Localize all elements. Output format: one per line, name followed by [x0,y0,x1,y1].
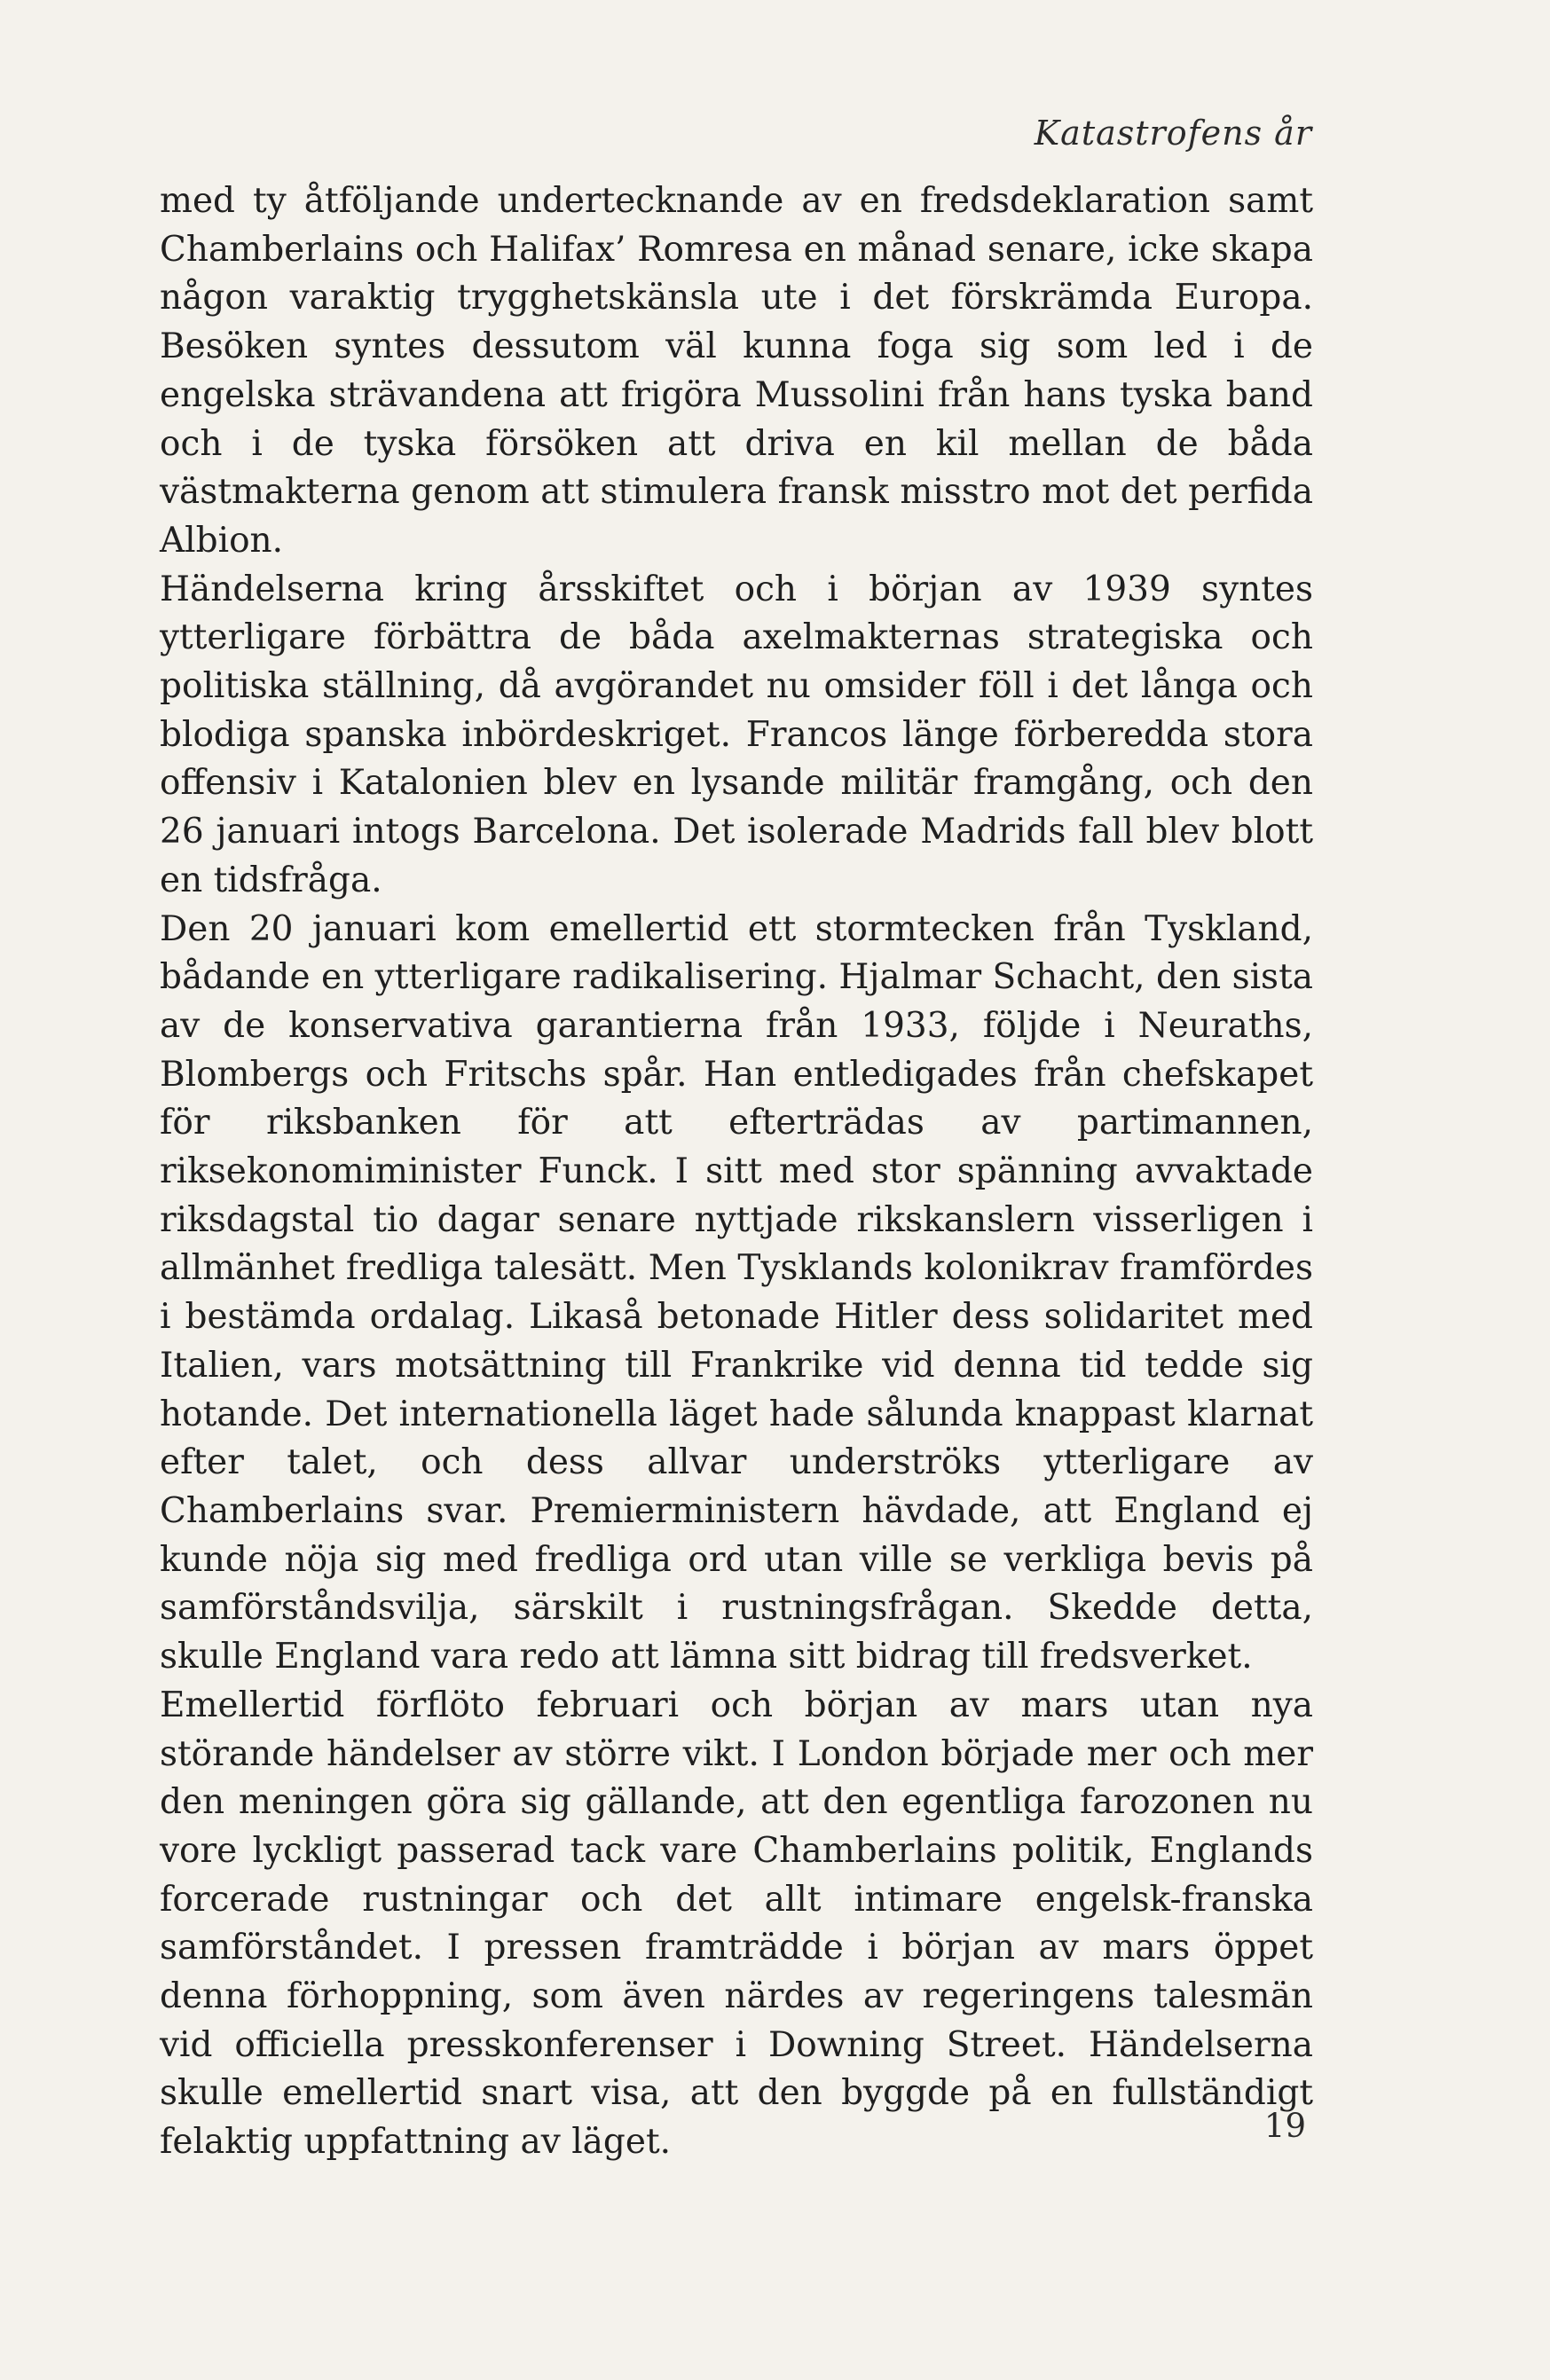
paragraph-2: Händelserna kring årsskiftet och i början av 1939 syntes ytterligare förbättra de båda axelmakternas strategiska och politiska ställning, då avgörandet nu omsider föll i det långa och blodiga spanska inbördeskriget. Francos länge förberedda stora offensiv i Katalonien blev en lysande militär framgång, och den 26 januari intogs Barcelona. Det isolerade Madrids fall blev blott en tidsfråga. [160,569,1313,900]
paragraph-4: Emellertid förflöto februari och början av mars utan nya störande händelser av större vikt. I London började mer och mer den meningen göra sig gällande, att den egentliga farozonen nu vore lyckligt passerad tack vare Chamberlains politik, Englands forcerade rustningar och det allt intimare engelsk-franska samförståndet. I pressen framträdde i början av mars öppet denna förhoppning, som även närdes av regeringens talesmän vid officiella presskonferenser i Downing Street. Händelserna skulle emellertid snart visa, att den byggde på en fullständigt felaktig uppfattning av läget. [160,1685,1313,2163]
page-number: 19 [1263,2107,1306,2145]
body-text [160,177,1313,2167]
paragraph-1: med ty åtföljande undertecknande av en fredsdeklaration samt Chamberlains och Halifax’ Romresa en månad senare, icke skapa någon varaktig trygghetskänsla ute i det förskrämda Europa. Besöken syntes dessutom väl kunna foga sig som led i de engelska strävandena att frigöra Mussolini från hans tyska band och i de tyska försöken att driva en kil mellan de båda västmakterna genom att stimulera fransk misstro mot det perfida Albion. [160,181,1313,561]
running-head-title: Katastrofens år [1034,114,1312,153]
paragraph-3: Den 20 januari kom emellertid ett stormtecken från Tyskland, bådande en ytterligare radikalisering. Hjalmar Schacht, den sista av de konservativa garantierna från 1933, följde i Neuraths, Blombergs och Fritschs spår. Han entledigades från chefskapet för riksbanken för att efterträdas av partimannen, riksekonomiminister Funck. I sitt med stor spänning avvaktade riksdagstal tio dagar senare nyttjade rikskanslern visserligen i allmänhet fredliga talesätt. Men Tysklands kolonikrav framfördes i bestämda ordalag. Likaså betonade Hitler dess solidaritet med Italien, vars motsättning till Frankrike vid denna tid tedde sig hotande. Det internationella läget hade sålunda knappast klarnat efter talet, och dess allvar underströks ytterligare av Chamberlains svar. Premierministern hävdade, att England ej kunde nöja sig med fredliga ord utan ville se verkliga bevis på samförståndsvilja, särskilt i rustningsfrågan. Skedde detta, skulle England vara redo att lämna sitt bidrag till fredsverket. [160,908,1313,1677]
